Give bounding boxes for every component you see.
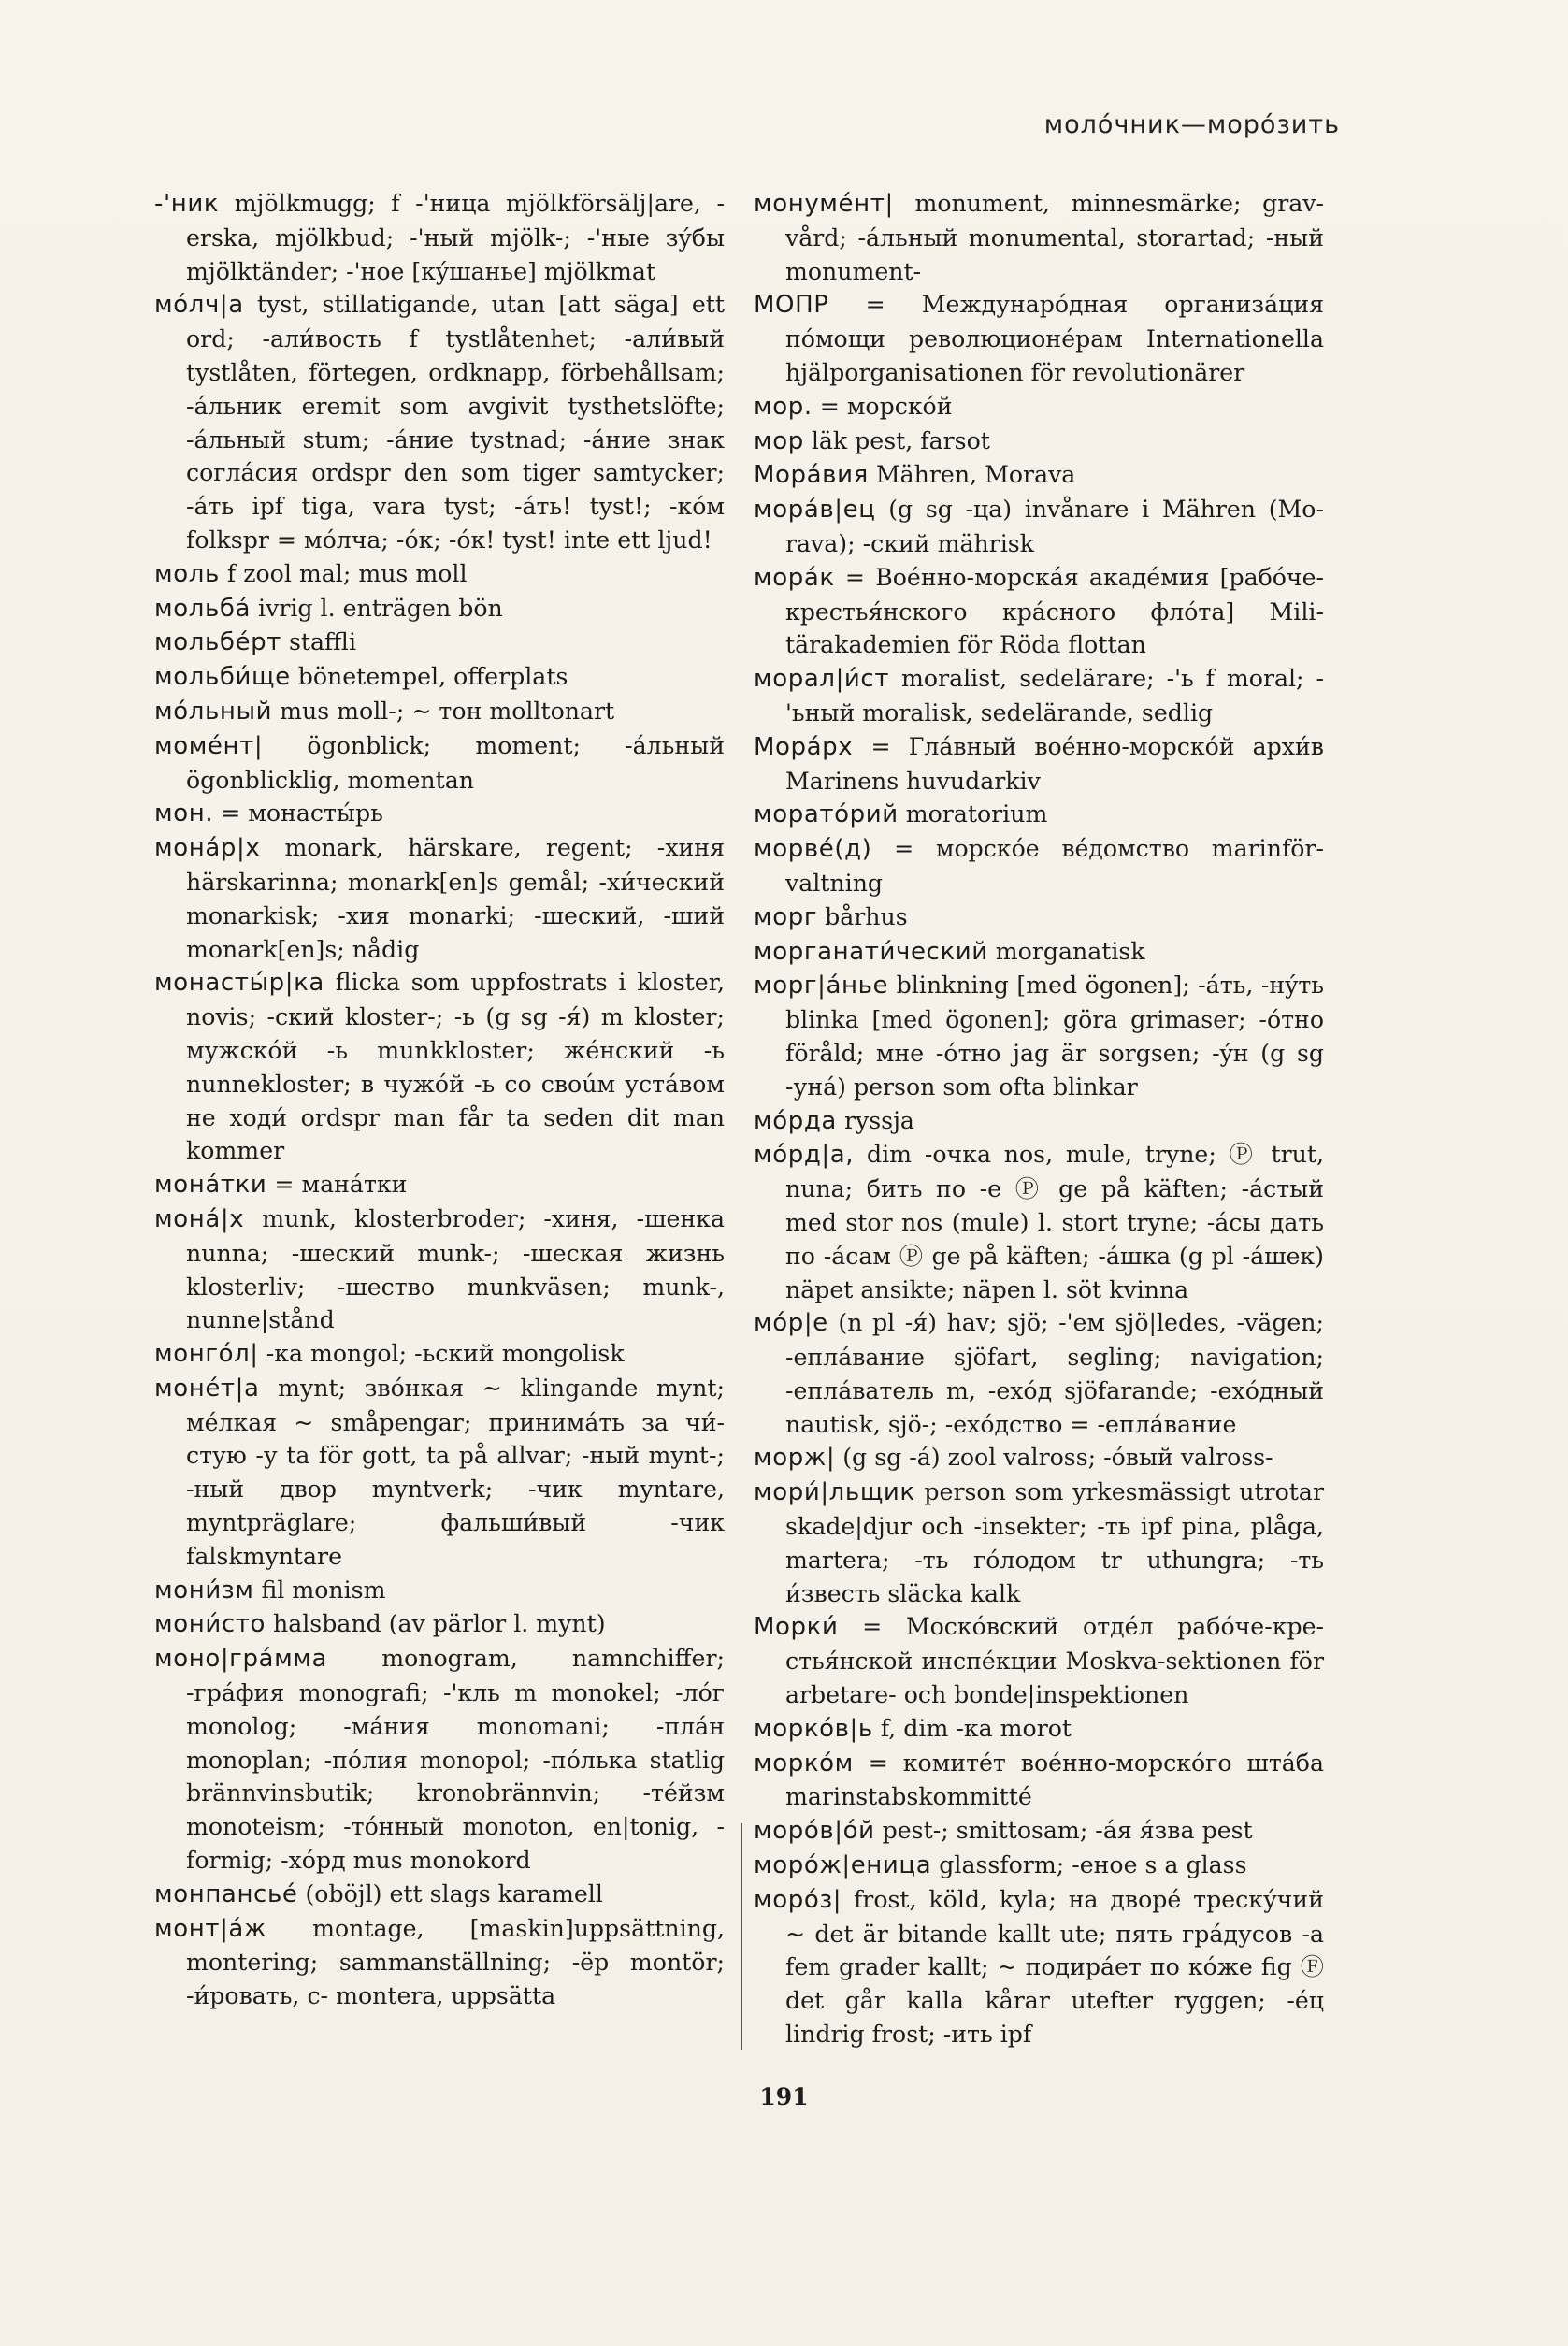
entry-headword: мóльный	[154, 697, 273, 726]
dictionary-entry	[154, 1168, 725, 1202]
entry-headword: Морáрх	[754, 732, 854, 761]
entry-headword: мóрд|а,	[754, 1141, 855, 1170]
entry-headword: морж|	[754, 1444, 836, 1473]
entry-definition: läk pest, farsot	[811, 426, 990, 454]
entry-headword: -'ник	[154, 190, 220, 218]
entry-definition: montage, [maskin]uppsättning, montering; sammanställning; -ёр montör; -и́ровать, с- montera, uppsätta	[186, 1914, 725, 2010]
dictionary-entry	[154, 966, 725, 1168]
entry-headword: монасты́р|ка	[154, 969, 324, 998]
dictionary-entry	[154, 1202, 725, 1337]
dictionary-entry	[754, 390, 1324, 425]
dictionary-entry	[154, 660, 725, 695]
dictionary-entry	[154, 831, 725, 966]
dictionary-entry	[154, 626, 725, 660]
entry-definition: fil monism	[261, 1576, 386, 1604]
dictionary-entry	[154, 1607, 725, 1642]
dictionary-entry	[154, 592, 725, 626]
dictionary-entry	[754, 969, 1324, 1103]
dictionary-entry	[754, 288, 1324, 389]
dictionary-entry	[754, 1306, 1324, 1441]
entry-definition: = Глáвный воéнно-морскóй архи́в Marinens huvudarkiv	[785, 732, 1324, 795]
entry-headword: мóр|е	[754, 1309, 828, 1338]
entry-headword: моль	[154, 559, 220, 588]
running-head: молóчник—морóзить	[1043, 110, 1340, 139]
dictionary-entry	[154, 288, 725, 556]
dictionary-entry	[754, 1747, 1324, 1815]
entry-definition: -ка mongol; -ьский mongolisk	[266, 1340, 625, 1368]
entry-headword: морал|и́ст	[754, 665, 890, 694]
dictionary-entry	[154, 1574, 725, 1608]
entry-headword: мони́сто	[154, 1610, 266, 1639]
entry-headword: морóж|еница	[754, 1851, 932, 1880]
entry-definition: f, dim -ка morot	[880, 1714, 1072, 1742]
entry-definition: dim -очка nos, mule, tryne; Ⓟ trut, nuna; бить по -е Ⓟ ge på käften; -áстый med stor nos (mule) l. stort tryne; -áсы дать по -áсам Ⓟ ge på käften; -áшка (g pl -áшек) näpet ansikte; näpen l. söt kvinna	[785, 1141, 1324, 1303]
entry-definition: tyst, stillatigande, utan [att säga] ett ord; -али́вость f tystlåtenhet; -али́вый tystlåten, förtegen, ordknapp, förbehållsam; -áльник eremit som avgivit tysthetslöfte; -áльный stum; -áние tystnad; -áние знак соглáсия ordspr den som tiger samtycker; -áть ipf tiga, vara tyst; -áть! tyst!; -кóм folkspr = мóлча; -óк; -óк! tyst! inte ett ljud!	[186, 291, 725, 554]
entry-definition: glassform; -еное s a glass	[939, 1851, 1247, 1879]
entry-headword: монгóл|	[154, 1340, 259, 1369]
entry-headword: морг	[754, 902, 818, 931]
entry-headword: мольбéрт	[154, 628, 281, 657]
dictionary-entry	[154, 1642, 725, 1878]
dictionary-entry	[154, 187, 725, 288]
entry-definition: = морскóе вéдомство marinförvaltning	[785, 835, 1324, 897]
dictionary-entry	[754, 832, 1324, 900]
entry-definition: mus moll-; ~ тон molltonart	[280, 697, 615, 725]
entry-headword: мор.	[754, 392, 813, 421]
dictionary-entry	[754, 935, 1324, 970]
dictionary-entry	[754, 425, 1324, 459]
entry-definition: munk, klosterbroder; -хиня, -шенка nunna; -шеский munk-; -шеская жизнь klosterliv; -шество munkväsen; munk-, nunne|stånd	[186, 1204, 725, 1334]
entry-headword: морганати́ческий	[754, 937, 988, 966]
entry-headword: мор	[754, 426, 804, 455]
entry-headword: морóз|	[754, 1885, 842, 1914]
dictionary-entry	[754, 900, 1324, 935]
entry-headword: Морки́	[754, 1613, 839, 1642]
entry-headword: морóв|óй	[754, 1817, 875, 1846]
entry-definition: (oböjl) ett slags karamell	[305, 1879, 603, 1907]
dictionary-entry	[754, 1610, 1324, 1711]
entry-definition: monark, härskare, regent; -хиня härskarinna; monark[en]s gemål; -хи́ческий monarkisk; -хия monarki; -шеский, -ший monark[en]s; nådig	[186, 834, 725, 963]
entry-definition: ivrig l. enträgen bön	[258, 594, 503, 622]
entry-definition: = морскóй	[819, 392, 953, 420]
entry-headword: монáтки	[154, 1171, 267, 1200]
entry-headword: морато́рий	[754, 800, 899, 829]
entry-headword: мон.	[154, 799, 214, 828]
dictionary-entry	[754, 1138, 1324, 1306]
entry-definition: (n pl -я́) hav; sjö; -'ем sjö|ledes, -vägen; -еплáвание sjöfart, segling; navigation; -еплáватель m, -ехóд sjöfarande; -ехóдный nautisk, sjö-; -ехóдство = -еплáвание	[785, 1309, 1324, 1438]
entry-definition: = Москóвский отдéл рабóче-крестья́нской инспéкции Moskva-sektionen för arbetare- och bonde|inspektionen	[785, 1613, 1324, 1709]
entry-definition: halsband (av pärlor l. mynt)	[272, 1610, 606, 1638]
entry-definition: monogram, namnchiffer; -грáфия monografi; -'кль m monokel; -лóг monolog; -мáния monomani; -плáн monoplan; -пóлия monopol; -пóлька statlig brännvinsbutik; kronobrännvin; -тéйзм monoteism; -тóнный monoton, en|tonig, -formig; -хóрд mus monokord	[186, 1645, 725, 1875]
entry-definition: = комитéт воéнно-морскóго штáба marinstabskommitté	[785, 1749, 1324, 1811]
entry-definition: moralist, sedelärare; -'ь f moral; -'ьный moralisk, sedelärande, sedlig	[785, 665, 1324, 727]
entry-definition: monument, minnesmärke; gravvård; -áльный monumental, storartad; -ный monument-	[785, 190, 1324, 285]
entry-headword: моркóм	[754, 1749, 854, 1777]
entry-definition: frost, köld, kyla; на дворé треску́чий ~ det är bitande kallt ute; пять гра́дусов -а fem grader kallt; ~ подирáет по кóже fig Ⓕ det går kalla kårar utefter ryggen; -éц lindrig frost; -ить ipf	[785, 1885, 1324, 2049]
entry-definition: person som yrkesmässigt utrotar skade|djur och -insekter; -ть ipf pina, plåga, martera; -ть гóлодом tr uthungra; -ть и́звесть släcka kalk	[785, 1478, 1324, 1607]
dictionary-entry	[754, 662, 1324, 730]
dictionary-entry	[754, 1883, 1324, 2051]
entry-definition: = Воéнно-морскáя акадéмия [рабóче-крестья́нского крáсного флóта] Militärakademien för Röda flottan	[785, 563, 1324, 659]
entry-definition: (g sg -ца) invånare i Mähren (Morava); -ский mährisk	[785, 496, 1324, 557]
entry-headword: монумéнт|	[754, 190, 894, 218]
entry-headword: МОПР	[754, 291, 829, 320]
dictionary-entry	[154, 1337, 725, 1372]
dictionary-entry	[154, 729, 725, 798]
entry-headword: монáр|х	[154, 834, 261, 863]
dictionary-entry	[754, 1712, 1324, 1747]
entry-headword: мóрда	[754, 1106, 837, 1135]
dictionary-entry	[754, 798, 1324, 832]
entry-definition: flicka som uppfostrats i kloster, novis; -ский kloster-; -ь (g sg -я́) m kloster; мужскóй -ь munkkloster; жéнский -ь nunnekloster; в чужóй -ь со своúм устáвом не ходи́ ordspr man får ta seden dit man kommer	[186, 969, 725, 1165]
entry-headword: морáк	[754, 563, 835, 592]
entry-definition: = Междунарóдная организáция пóмощи революционéрам Internationella hjälporganisationen för revolutionärer	[785, 291, 1324, 386]
entry-headword: мони́зм	[154, 1576, 254, 1605]
dictionary-entry	[154, 1912, 725, 2013]
entry-definition: ryssja	[843, 1106, 914, 1134]
entry-definition: mjölkmugg; f -'ница mjölkförsälj|are, -erska, mjölkbud; -'ный mjölk-; -'ные зýбы mjölktänder; -'ное [кýшанье] mjölkmat	[186, 190, 726, 285]
left-column	[154, 187, 725, 2013]
entry-headword: морвé(д)	[754, 835, 872, 864]
page-number: 191	[759, 2083, 809, 2110]
entry-definition: ögonblick; moment; -áльный ögonblicklig, momentan	[186, 731, 725, 794]
entry-definition: = манáтки	[274, 1171, 408, 1199]
entry-definition: bårhus	[825, 902, 908, 930]
dictionary-entry	[754, 1814, 1324, 1849]
entry-headword: монéт|а	[154, 1374, 260, 1403]
entry-definition: bönetempel, offerplats	[297, 663, 568, 691]
dictionary-entry	[754, 561, 1324, 662]
dictionary-entry	[754, 1475, 1324, 1610]
entry-headword: моркóв|ь	[754, 1714, 873, 1743]
entry-definition: Mähren, Morava	[875, 461, 1076, 489]
entry-headword: монá|х	[154, 1204, 245, 1233]
entry-headword: монт|áж	[154, 1914, 266, 1943]
entry-headword: момéнт|	[154, 731, 264, 760]
entry-definition: mynt; звóнкая ~ klingande mynt; мéлкая ~ småpengar; принимáть за чи́стую -у ta för gott, ta på allvar; -ный mynt-; -ный двор myntverk; -чик myntare, myntpräglare; фальши́вый -чик falskmyntare	[186, 1374, 725, 1570]
dictionary-entry	[754, 458, 1324, 493]
dictionary-entry	[754, 187, 1324, 288]
column-divider	[741, 1823, 742, 2050]
dictionary-entry	[154, 797, 725, 831]
right-column	[754, 187, 1324, 2051]
dictionary-entry	[754, 493, 1324, 561]
dictionary-entry	[754, 1849, 1324, 1883]
entry-definition: staffli	[288, 628, 357, 656]
entry-headword: мори́|льщик	[754, 1478, 915, 1507]
entry-definition: = монасты́рь	[221, 799, 383, 828]
entry-definition: blinkning [med ögonen]; -áть, -нýть blinka [med ögonen]; göra grimaser; -óтно föråld; мне -óтно jag är sorgsen; -ýн (g sg -унá) person som ofta blinkar	[785, 972, 1324, 1101]
entry-headword: Морáвия	[754, 461, 869, 490]
entry-headword: монпансьé	[154, 1879, 298, 1908]
entry-headword: морг|áнье	[754, 972, 889, 1000]
entry-headword: мóлч|а	[154, 291, 244, 320]
entry-definition: f zool mal; mus moll	[226, 559, 468, 587]
entry-definition: moratorium	[905, 800, 1048, 828]
entry-definition: morganatisk	[995, 937, 1145, 965]
entry-headword: морáв|ец	[754, 496, 876, 525]
dictionary-entry	[154, 695, 725, 729]
entry-headword: мольби́ще	[154, 663, 291, 692]
entry-headword: мольбá	[154, 594, 252, 623]
dictionary-entry	[154, 557, 725, 592]
entry-definition: (g sg -á) zool valross; -óвый valross-	[842, 1444, 1273, 1472]
dictionary-entry	[754, 1104, 1324, 1139]
dictionary-entry	[754, 1441, 1324, 1475]
dictionary-entry	[154, 1878, 725, 1912]
entry-definition: pest-; smittosam; -áя я́зва pest	[882, 1817, 1253, 1845]
entry-headword: моно|грáмма	[154, 1645, 328, 1674]
dictionary-entry	[754, 730, 1324, 799]
dictionary-entry	[154, 1372, 725, 1574]
